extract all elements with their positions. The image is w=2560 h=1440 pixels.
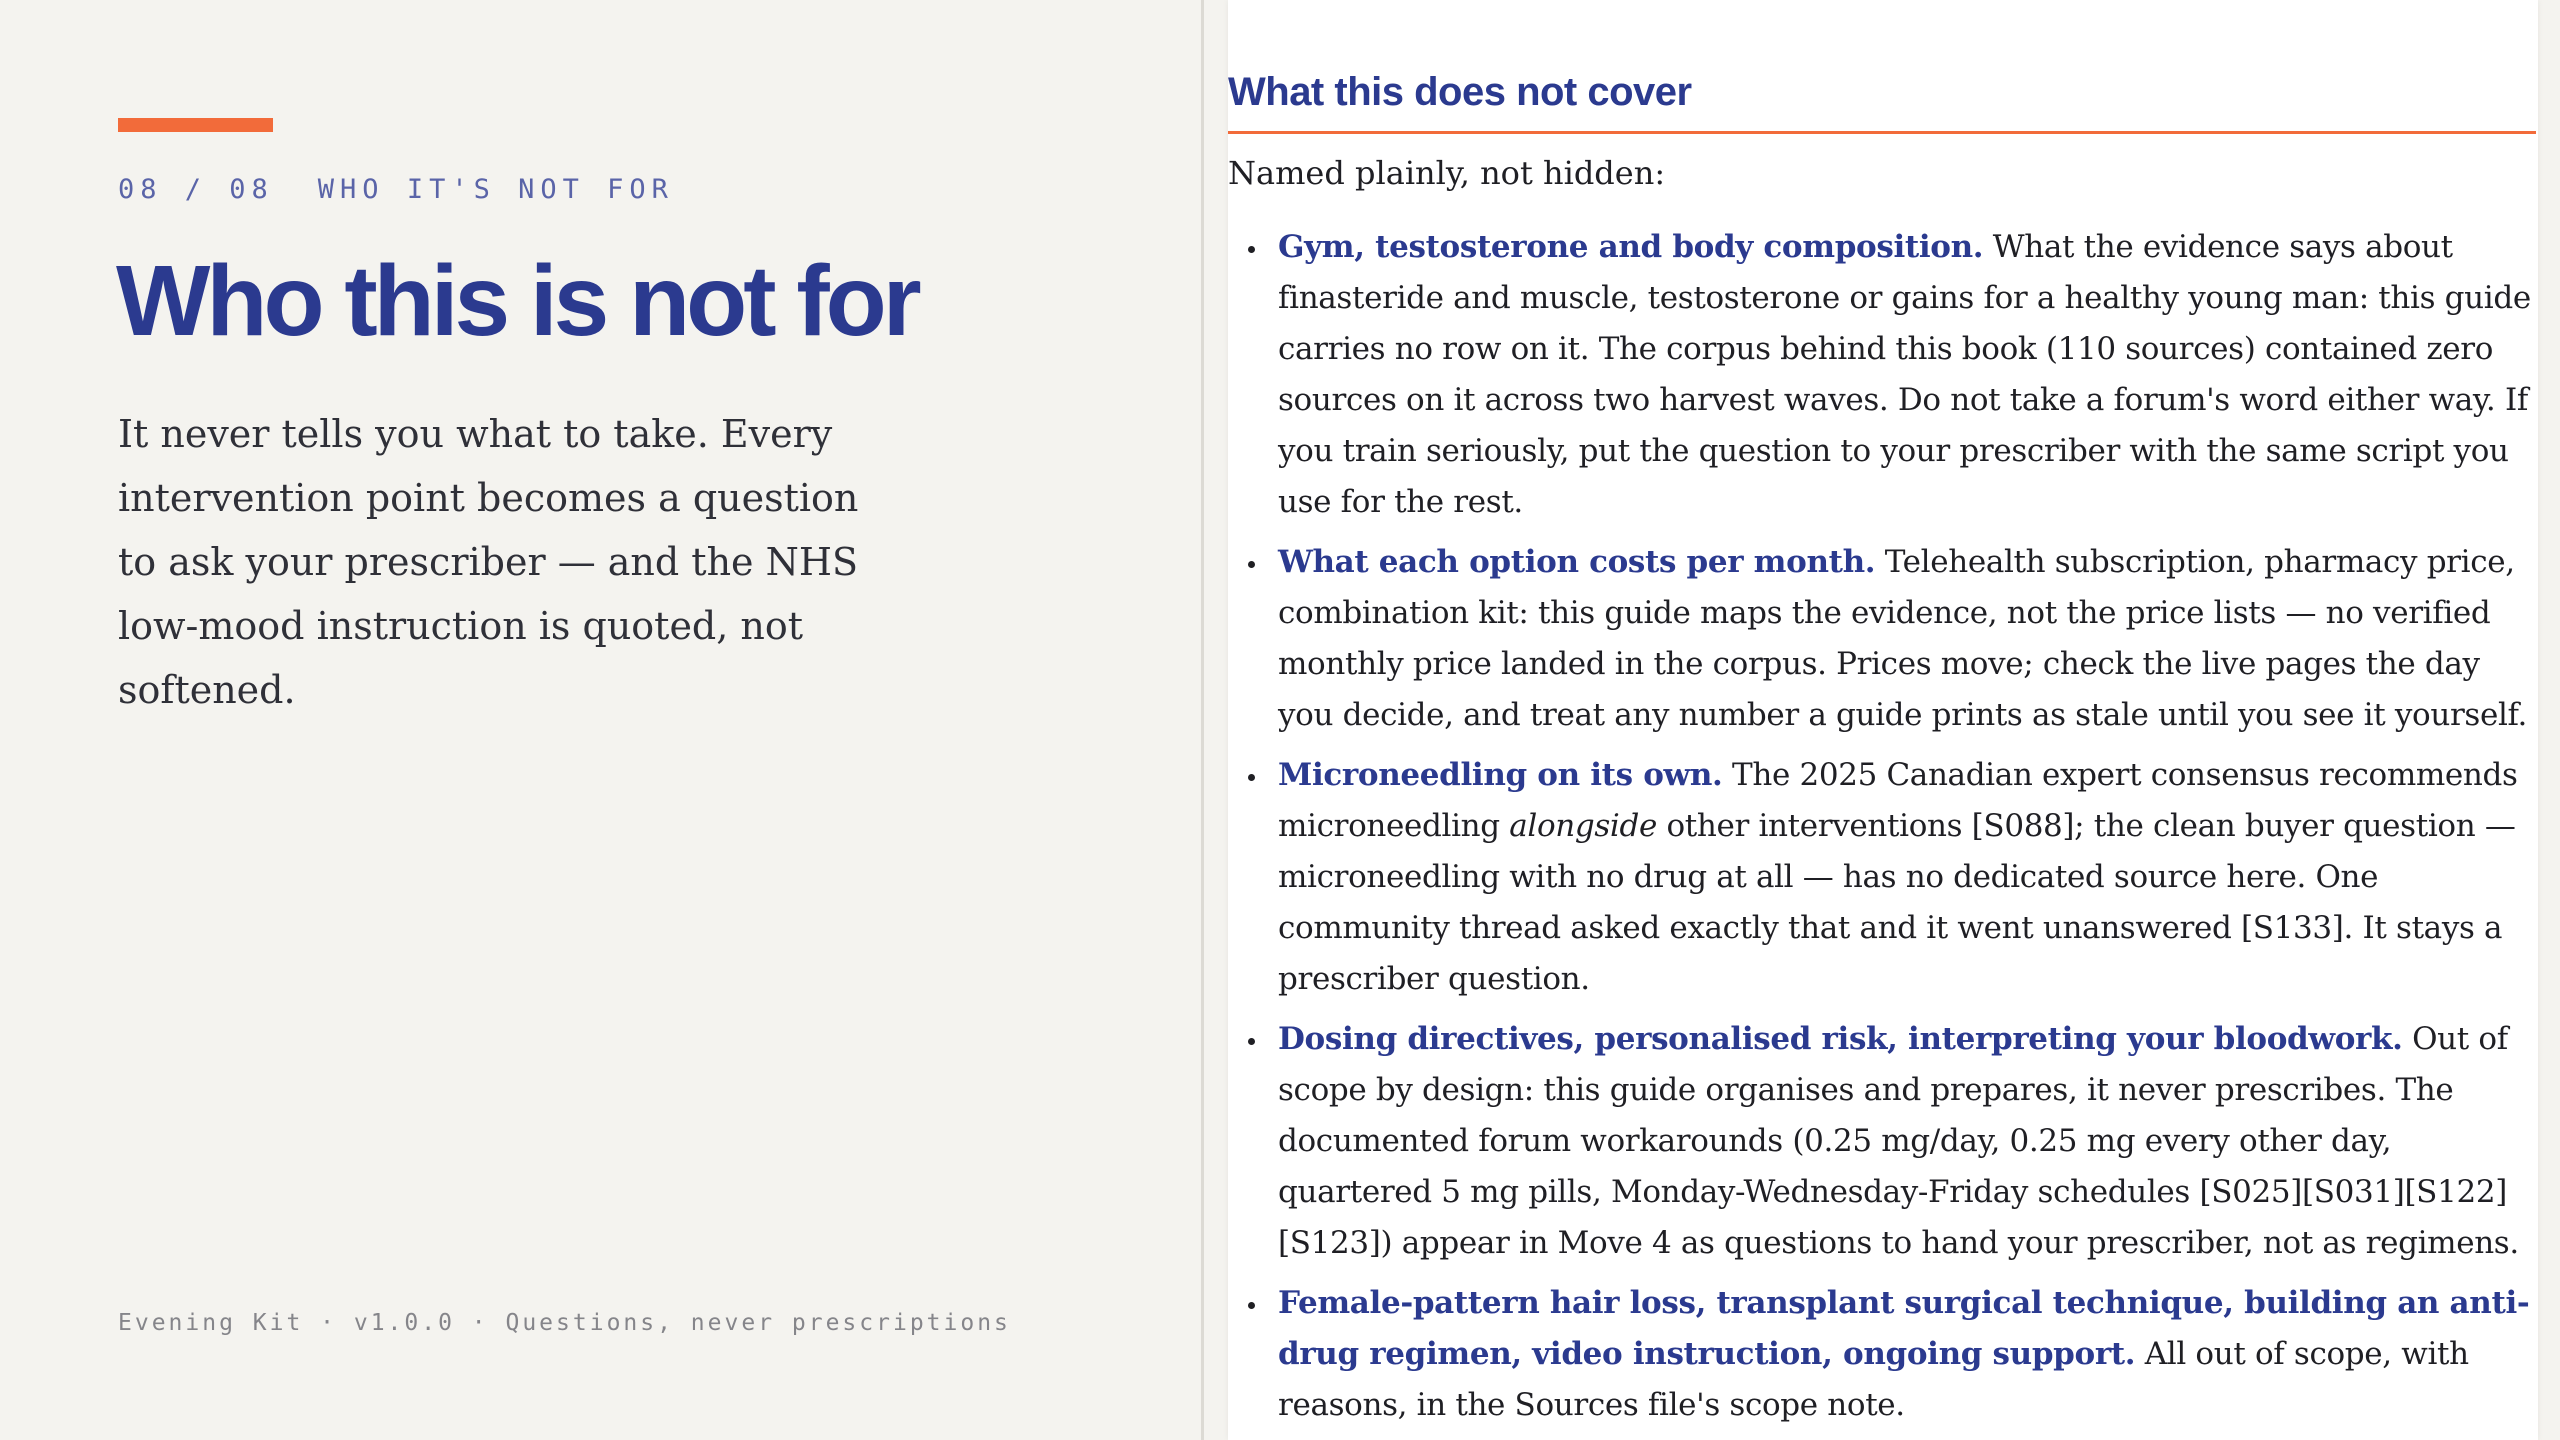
item-body: other interventions [S088]; the clean buyer question — microneedling with no drug at all — has no dedicated source here. One community thread asked exactly that and it went unanswered [S133]. It stays a prescriber question. [1278, 808, 2516, 997]
lede-paragraph: It never tells you what to take. Every intervention point becomes a question to ask your prescriber — and the NHS low-mood instruction is quoted, not softened. [118, 412, 859, 712]
right-panel [1204, 0, 2560, 1440]
page-title: Who this is not for [116, 245, 918, 357]
section-heading: What this does not cover [1228, 70, 2536, 134]
item-body: All out of scope, with reasons, in the Sources file's scope note. [1278, 1336, 2469, 1423]
list-item [1278, 1278, 2536, 1431]
section-label: WHO IT'S NOT FOR [317, 174, 674, 205]
item-lead: Dosing directives, personalised risk, interpreting your bloodwork. [1278, 1021, 2403, 1057]
item-body: What the evidence says about finasteride and muscle, testosterone or gains for a healthy young man: this guide carries no row on it. The corpus behind this book (110 sources) contained zero sources on it across two harvest waves. Do not take a forum's word either way. If you train seriously, put the question to your prescriber with the same script you use for the rest. [1278, 229, 2531, 520]
intro-text: Named plainly, not hidden: [1228, 154, 1666, 192]
list-item [1278, 750, 2536, 1005]
section-index: 08 / 08 [118, 174, 274, 205]
accent-bar [118, 118, 273, 132]
item-body: Telehealth subscription, pharmacy price, combination kit: this guide maps the evidence, not the price lists — no verified monthly price landed in the corpus. Prices move; check the live pages the day you decide, and treat any number a guide prints as stale until you see it yourself. [1278, 544, 2528, 733]
list-item [1278, 222, 2536, 528]
item-lead: Microneedling on its own. [1278, 757, 1723, 793]
left-panel [0, 0, 1204, 1440]
exclusion-list [1228, 222, 2536, 1440]
list-item [1278, 1014, 2536, 1269]
item-emphasis: alongside [1509, 808, 1657, 844]
list-item [1278, 537, 2536, 741]
section-eyebrow [118, 174, 674, 205]
footer-note: Evening Kit · v1.0.0 · Questions, never prescriptions [118, 1310, 1011, 1336]
item-body: The 2025 Canadian expert consensus recommends microneedling [1278, 757, 2518, 844]
item-lead: What each option costs per month. [1278, 544, 1876, 580]
item-lead: Female-pattern hair loss, transplant surgical technique, building an anti-drug regimen, video instruction, ongoing support. [1278, 1285, 2530, 1372]
content-sheet [1228, 0, 2538, 1440]
item-lead: Gym, testosterone and body composition. [1278, 229, 1984, 265]
item-body: Out of scope by design: this guide organises and prepares, it never prescribes. The documented forum workarounds (0.25 mg/day, 0.25 mg every other day, quartered 5 mg pills, Monday-Wednesday-Friday schedules [S025][S031][S122][S123]) appear in Move 4 as questions to hand your prescriber, not as regimens. [1278, 1021, 2519, 1261]
